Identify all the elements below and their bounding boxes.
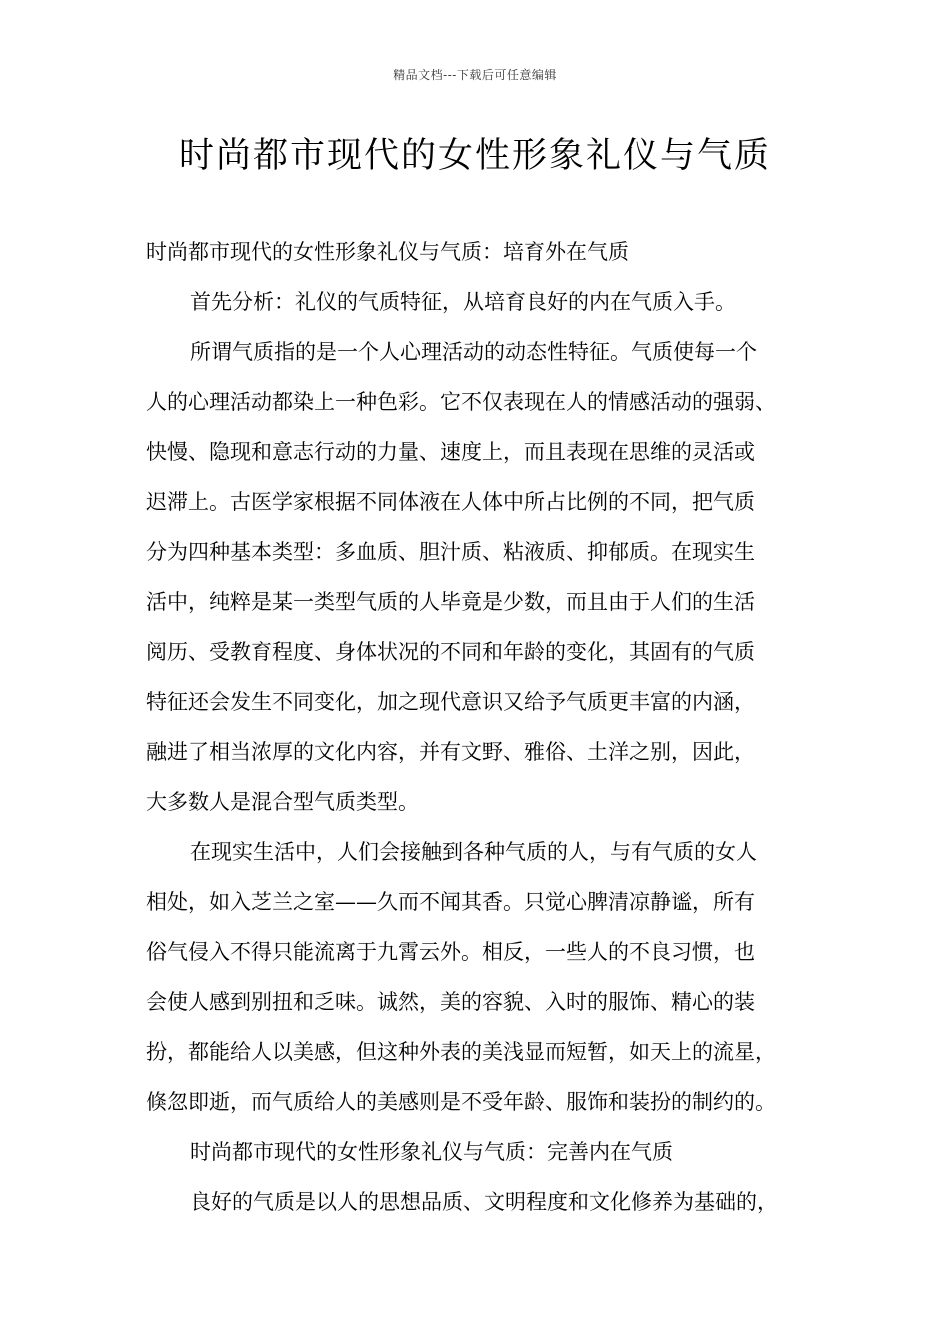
paragraph-line: 会使人感到别扭和乏味。诚然，美的容貌、入时的服饰、精心的装 <box>146 990 755 1014</box>
header-note: 精品文档---下载后可任意编辑 <box>393 68 557 82</box>
paragraph-line: 首先分析：礼仪的气质特征，从培育良好的内在气质入手。 <box>190 290 736 314</box>
paragraph-line: 阅历、受教育程度、身体状况的不同和年龄的变化，其固有的气质 <box>146 640 755 664</box>
paragraph-line: 大多数人是混合型气质类型。 <box>146 790 419 814</box>
paragraph-line: 良好的气质是以人的思想品质、文明程度和文化修养为基础的， <box>190 1190 778 1214</box>
paragraph-line: 在现实生活中，人们会接触到各种气质的人，与有气质的女人 <box>190 840 757 864</box>
page-title: 时尚都市现代的女性形象礼仪与气质 <box>178 136 771 176</box>
paragraph-line: 迟滞上。古医学家根据不同体液在人体中所占比例的不同，把气质 <box>146 490 755 514</box>
paragraph-line: 分为四种基本类型：多血质、胆汁质、粘液质、抑郁质。在现实生 <box>146 540 755 564</box>
paragraph-line: 所谓气质指的是一个人心理活动的动态性特征。气质使每一个 <box>190 340 757 364</box>
paragraph-line: 融进了相当浓厚的文化内容，并有文野、雅俗、土洋之别，因此， <box>146 740 755 764</box>
subheading-inner-temperament: 时尚都市现代的女性形象礼仪与气质：完善内在气质 <box>190 1140 673 1164</box>
paragraph-line: 特征还会发生不同变化，加之现代意识又给予气质更丰富的内涵， <box>146 690 755 714</box>
subheading-outer-temperament: 时尚都市现代的女性形象礼仪与气质：培育外在气质 <box>146 240 629 264</box>
paragraph-line: 快慢、隐现和意志行动的力量、速度上，而且表现在思维的灵活或 <box>146 440 755 464</box>
paragraph-line: 人的心理活动都染上一种色彩。它不仅表现在人的情感活动的强弱、 <box>146 390 776 414</box>
document-body <box>146 232 836 1232</box>
paragraph-line: 相处，如入芝兰之室——久而不闻其香。只觉心脾清凉静谧，所有 <box>146 890 755 914</box>
paragraph-line: 扮，都能给人以美感，但这种外表的美浅显而短暂，如天上的流星， <box>146 1040 776 1064</box>
paragraph-line: 倏忽即逝，而气质给人的美感则是不受年龄、服饰和装扮的制约的。 <box>146 1090 776 1114</box>
paragraph-line: 俗气侵入不得只能流离于九霄云外。相反，一些人的不良习惯，也 <box>146 940 755 964</box>
paragraph-line: 活中，纯粹是某一类型气质的人毕竟是少数，而且由于人们的生活 <box>146 590 755 614</box>
